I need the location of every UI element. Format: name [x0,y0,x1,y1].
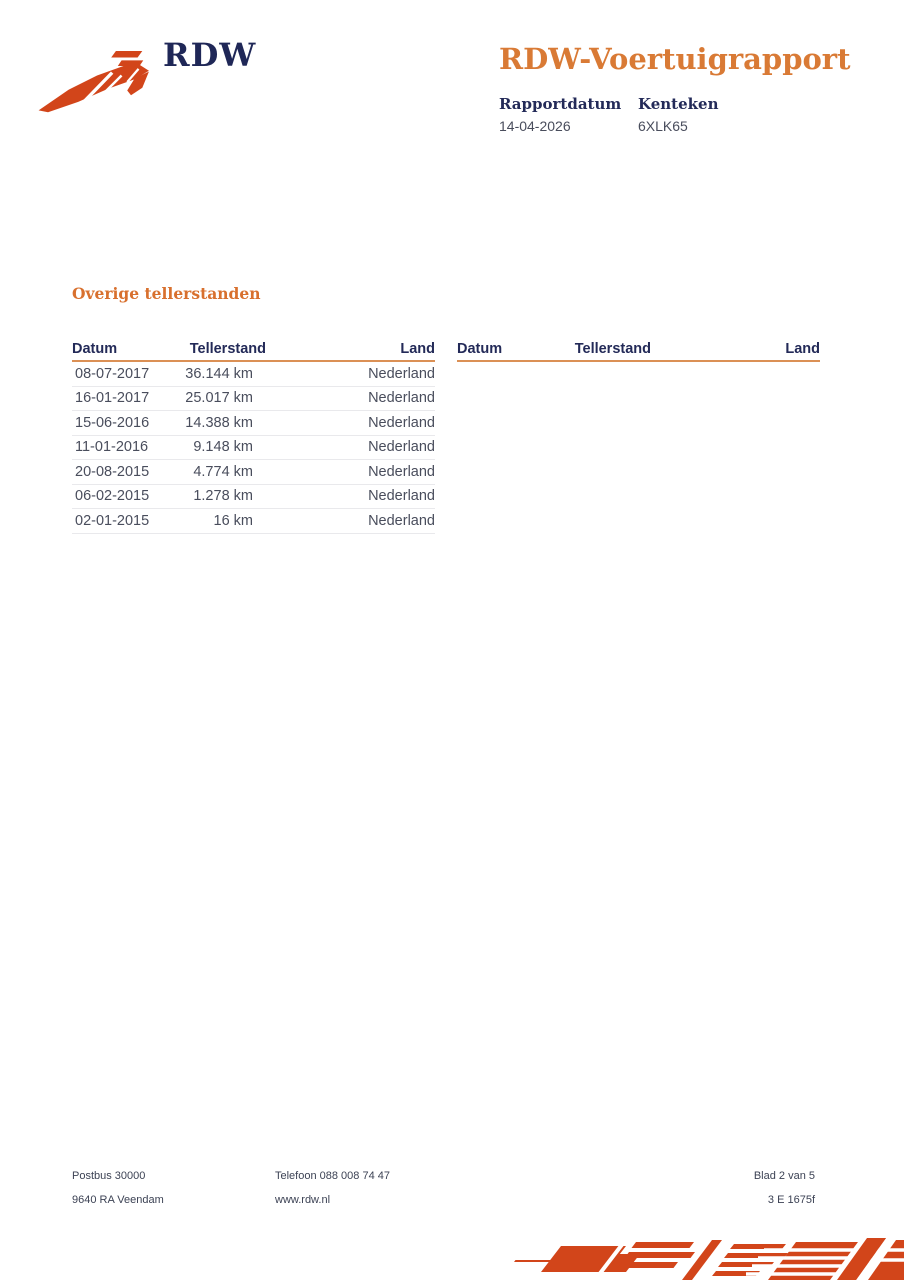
table-row [72,362,435,387]
column-header-datum: Datum [457,341,503,357]
footer-address-line1: Postbus 30000 [72,1170,146,1182]
odometer-table-right [457,341,820,534]
cell-datum: 16-01-2017 [75,390,150,407]
cell-tellerstand: 1.278 km [193,488,253,505]
rdw-feather-logo-icon [36,50,160,116]
cell-tellerstand: 25.017 km [185,390,253,407]
speed-stripes-graphic-icon [514,1238,904,1280]
table-header-row [72,341,435,362]
table-row [72,411,435,436]
cell-land: Nederland [368,512,435,529]
cell-datum: 15-06-2016 [75,414,150,431]
section-heading: Overige tellerstanden [72,284,261,303]
table-row [72,436,435,461]
odometer-table-left [72,341,435,534]
cell-land: Nederland [368,365,435,382]
column-header-land: Land [400,341,435,357]
cell-datum: 02-01-2015 [75,512,150,529]
table-row [72,485,435,510]
cell-tellerstand: 36.144 km [185,365,253,382]
table-row [72,387,435,412]
cell-tellerstand: 9.148 km [193,439,253,456]
report-date-value: 14-04-2026 [499,118,571,134]
cell-land: Nederland [368,439,435,456]
cell-datum: 20-08-2015 [75,463,150,480]
table-body [72,362,435,534]
page-title: RDW-Voertuigrapport [499,42,851,76]
column-header-tellerstand: Tellerstand [574,341,651,357]
column-header-tellerstand: Tellerstand [189,341,266,357]
footer-doc-code: 3 E 1675f [767,1194,815,1206]
license-plate-block [638,95,718,134]
table-row [72,460,435,485]
cell-datum: 11-01-2016 [75,439,149,456]
cell-tellerstand: 4.774 km [193,463,253,480]
cell-datum: 06-02-2015 [75,488,150,505]
odometer-tables [72,341,820,534]
footer-address-line2: 9640 RA Veendam [72,1194,164,1206]
license-plate-label: Kenteken [638,95,719,113]
table-row [72,509,435,534]
license-plate-value: 6XLK65 [638,118,688,134]
brand-logo-text: RDW [163,36,257,74]
footer-phone: Telefoon 088 008 74 47 [275,1170,390,1182]
table-header-row [457,341,820,362]
cell-datum: 08-07-2017 [75,365,150,382]
column-header-datum: Datum [72,341,118,357]
report-date-label: Rapportdatum [499,95,622,113]
cell-land: Nederland [368,488,435,505]
cell-land: Nederland [368,414,435,431]
cell-land: Nederland [368,463,435,480]
column-header-land: Land [785,341,820,357]
footer-page-indicator: Blad 2 van 5 [753,1170,815,1182]
cell-tellerstand: 14.388 km [185,414,253,431]
cell-tellerstand: 16 km [213,512,253,529]
report-date-block [499,95,621,134]
footer-website: www.rdw.nl [275,1194,331,1206]
cell-land: Nederland [368,390,435,407]
